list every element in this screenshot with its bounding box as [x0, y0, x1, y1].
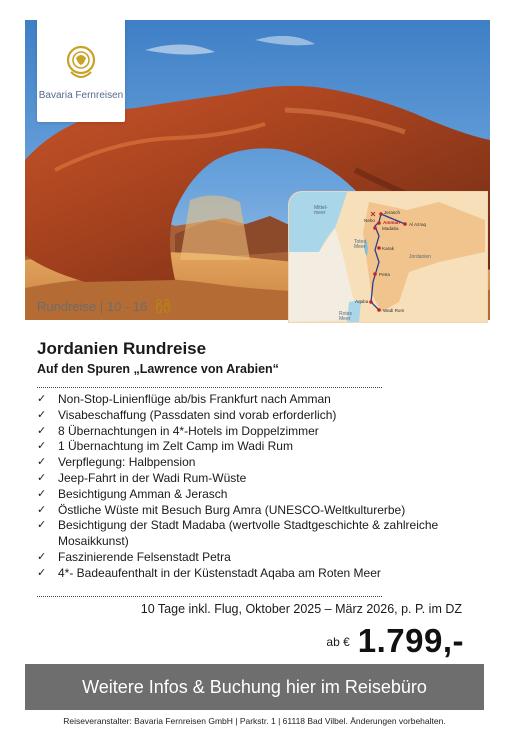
check-icon: ✓ [37, 487, 47, 500]
map-city-karak: Karak [382, 246, 395, 251]
footer-legal: Reiseveranstalter: Bavaria Fernreisen GmbH | Parkstr. 1 | 61118 Bad Vilbel. Änderungen vorbehalten. [63, 716, 446, 726]
tour-type: Rundreise [37, 299, 97, 314]
list-item: ✓ 1 Übernachtung im Zelt Camp im Wadi Rum [37, 439, 293, 454]
brand-logo [37, 20, 125, 122]
divider [37, 387, 382, 388]
check-icon: ✓ [37, 550, 47, 563]
map-city-wadi-rum: Wadi Rum [383, 308, 405, 313]
route-map [288, 191, 488, 323]
lion-icon [65, 44, 97, 82]
map-sea-label: Mittel- meer [314, 205, 328, 216]
check-icon: ✓ [37, 566, 47, 579]
check-icon: ✓ [37, 503, 47, 516]
list-item: ✓ Visabeschaffung (Passdaten sind vorab erforderlich) [37, 407, 337, 422]
persons-icon [154, 299, 172, 313]
tour-type-line [37, 299, 172, 314]
check-icon: ✓ [37, 440, 47, 453]
list-item: ✓ Jeep-Fahrt in der Wadi Rum-Wüste [37, 470, 247, 485]
price-amount: 1.799,- [357, 622, 464, 659]
divider [37, 596, 382, 597]
map-city-jerasch: Jerasch [384, 210, 401, 215]
check-icon: ✓ [37, 456, 47, 469]
group-size: 10 - 16 [106, 299, 148, 314]
list-item: ✓ Faszinierende Felsenstadt Petra [37, 549, 231, 564]
list-item: ✓ Besichtigung der Stadt Madaba (wertvolle Stadtgeschichte & zahlreiche Mosaikkunst) [37, 518, 439, 549]
price-note: 10 Tage inkl. Flug, Oktober 2025 – März 2026, p. P. im DZ [140, 602, 462, 616]
list-item: ✓ 8 Übernachtungen in 4*-Hotels im Doppelzimmer [37, 423, 319, 438]
map-city-al-azraq: Al Azraq [409, 222, 427, 227]
check-icon: ✓ [37, 424, 47, 437]
list-item: ✓ Besichtigung Amman & Jerasch [37, 486, 228, 501]
check-icon: ✓ [37, 519, 47, 532]
price [326, 622, 464, 660]
list-item: ✓ Östliche Wüste mit Besuch Burg Amra (UNESCO-Weltkulturerbe) [37, 502, 406, 517]
list-item: ✓ Verpflegung: Halbpension [37, 455, 196, 470]
price-prefix: ab € [326, 635, 350, 649]
tour-title: Jordanien Rundreise [37, 339, 207, 358]
map-city-aqaba: Aqaba [355, 299, 369, 304]
map-city-madaba: Madaba [382, 226, 399, 231]
type-separator: | [99, 299, 104, 314]
brand-name: Bavaria Fernreisen [38, 90, 124, 101]
booking-cta-banner[interactable]: Weitere Infos & Buchung hier im Reisebüro [25, 664, 484, 710]
map-dead-sea-label: Totes Meer [354, 239, 366, 250]
check-icon: ✓ [37, 408, 47, 421]
list-item: ✓ 4*- Badeaufenthalt in der Küstenstadt Aqaba am Roten Meer [37, 565, 381, 580]
check-icon: ✓ [37, 471, 47, 484]
feature-list [37, 392, 477, 582]
map-red-sea-label: Rotes Meer [339, 311, 353, 322]
map-city-amman: Amman [383, 220, 400, 225]
check-icon: ✓ [37, 393, 47, 405]
map-country-label: Jordanien [409, 254, 431, 260]
map-city-petra: Petra [379, 272, 390, 277]
tour-subtitle: Auf den Spuren „Lawrence von Arabien“ [37, 362, 279, 376]
map-city-nebo: Nebo [364, 218, 375, 223]
list-item: ✓ Non-Stop-Linienflüge ab/bis Frankfurt nach Amman [37, 392, 331, 406]
